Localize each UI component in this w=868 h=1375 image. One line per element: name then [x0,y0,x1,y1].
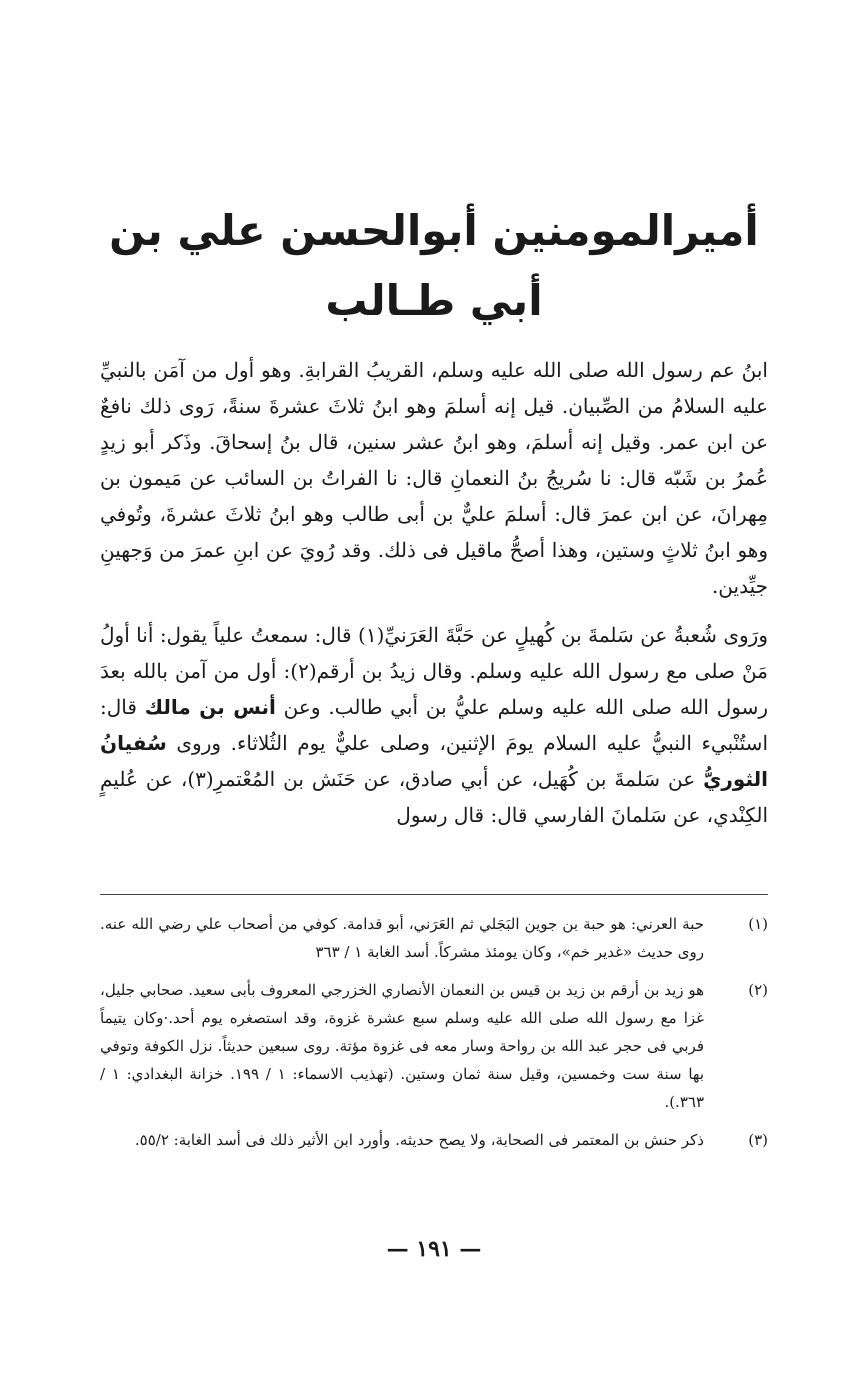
paragraph-2 [100,617,768,833]
footnote [100,910,768,966]
footnote-divider [100,894,768,895]
person-name-sufyan: سُفيانُ الثوريُّ [100,731,768,791]
footnotes [100,910,768,1164]
page-number: — ١٩١ — [386,1236,482,1262]
footnote-text: ذكر حنش بن المعتمر فى الصحابة، ولا يصح حديثه. وأورد ابن الأثير ذلك فى أسد الغابة: ٥٥/٢. [134,1131,704,1149]
person-name-anas: أنس بن مالك [144,695,276,719]
page-title: أميرالمومنين أبوالحسن علي بن أبي طـالب [109,206,759,325]
main-text [100,352,768,833]
footnote-text: حبة العرني: هو حبة بن جوين البَجَلي ثم العَرَني، أبو قدامة. كوفي من أصحاب علي رضي الله عنه. روى حديث «غدير خم»، وكان يومئذ مشركاً. أسد الغابة ١ / ٣٦٣ [100,915,704,961]
paragraph-1: ابنُ عم رسول الله صلى الله عليه وسلم، القريبُ القرابةِ. وهو أول من آمَن بالنبيِّ عليه السلامُ من الصِّبيان. قيل إنه أسلمَ وهو ابنُ ثلاثَ عشرةَ سنةً، رَوى ذلك نافعٌ عن ابن عمر. وقيل إنه أسلمَ، وهو ابنُ عشر سنين، قال بنُ إسحاقَ. وذَكر أبو زيدٍ عُمرُ بن شَبّه قال: نا سُريجُ بنُ النعمانِ قال: نا الفراتُ بن السائب عن مَيمون بن مِهرانَ، عن ابن عمرَ قال: أسلمَ عليٌّ بن أبى طالب وهو ابنُ ثلاثَ عشرةَ، وتُوفي وهو ابنُ ثلاثٍ وستين، وهذا أصحُّ ماقيل فى ذلك. وقد رُويَ عن ابنِ عمرَ من وَجهينِ جيِّدين. [100,358,768,598]
paragraph-2-text: عن سَلمةَ بن كُهَيل، عن أبي صادق، عن حَنَش بن المُعْتمرِ(٣)، عن عُليمٍ الكِنْدي، عن سَلمانَ الفارسي قال: قال رسول [100,767,768,827]
footnote [100,1126,768,1154]
footnote [100,976,768,1116]
paragraph-2-text: قال: استُنْبيء النبيُّ عليه السلام يومَ الإثنين، وصلى عليٌّ يوم الثُلاثاء. وروى [100,695,768,755]
paragraph-2-text: ورَوى شُعبةُ عن سَلمةَ بن كُهيلٍ عن حَبَّةَ العَرَنيِّ(١) قال: سمعتُ علياً يقول: أنا أولُ مَنْ صلى مع رسول الله عليه وسلم. وقال زيدُ بن أرقم(٢): أول من آمن بالله بعدَ رسول الله صلى الله عليه وسلم عليُّ بن أبي طالب. وعن [100,623,768,719]
footnote-text: هو زيد بن أرقم بن زيد بن قيس بن النعمان الأنصاري الخزرجي المعروف بأبى سعيد. صحابي جليل، غزا مع رسول الله صلى الله عليه وسلم سبع عشرة غزوة، وقد استصغره يوم أحد.·وكان يتيماً فربي فى حجر عبد الله بن رواحة وسار معه فى غزوة مؤتة. روى سبعين حديثاً. نزل الكوفة وتوفي بها سنة ست وخمسين، وقيل سنة ثمان وستين. (تهذيب الاسماء: ١ / ١٩٩. خزانة البغدادي: ١ / ٣٦٣.). [100,981,704,1111]
footnote-number: (١) [748,915,768,933]
footnote-number: (٣) [748,1131,768,1149]
footnote-number: (٢) [748,981,768,999]
